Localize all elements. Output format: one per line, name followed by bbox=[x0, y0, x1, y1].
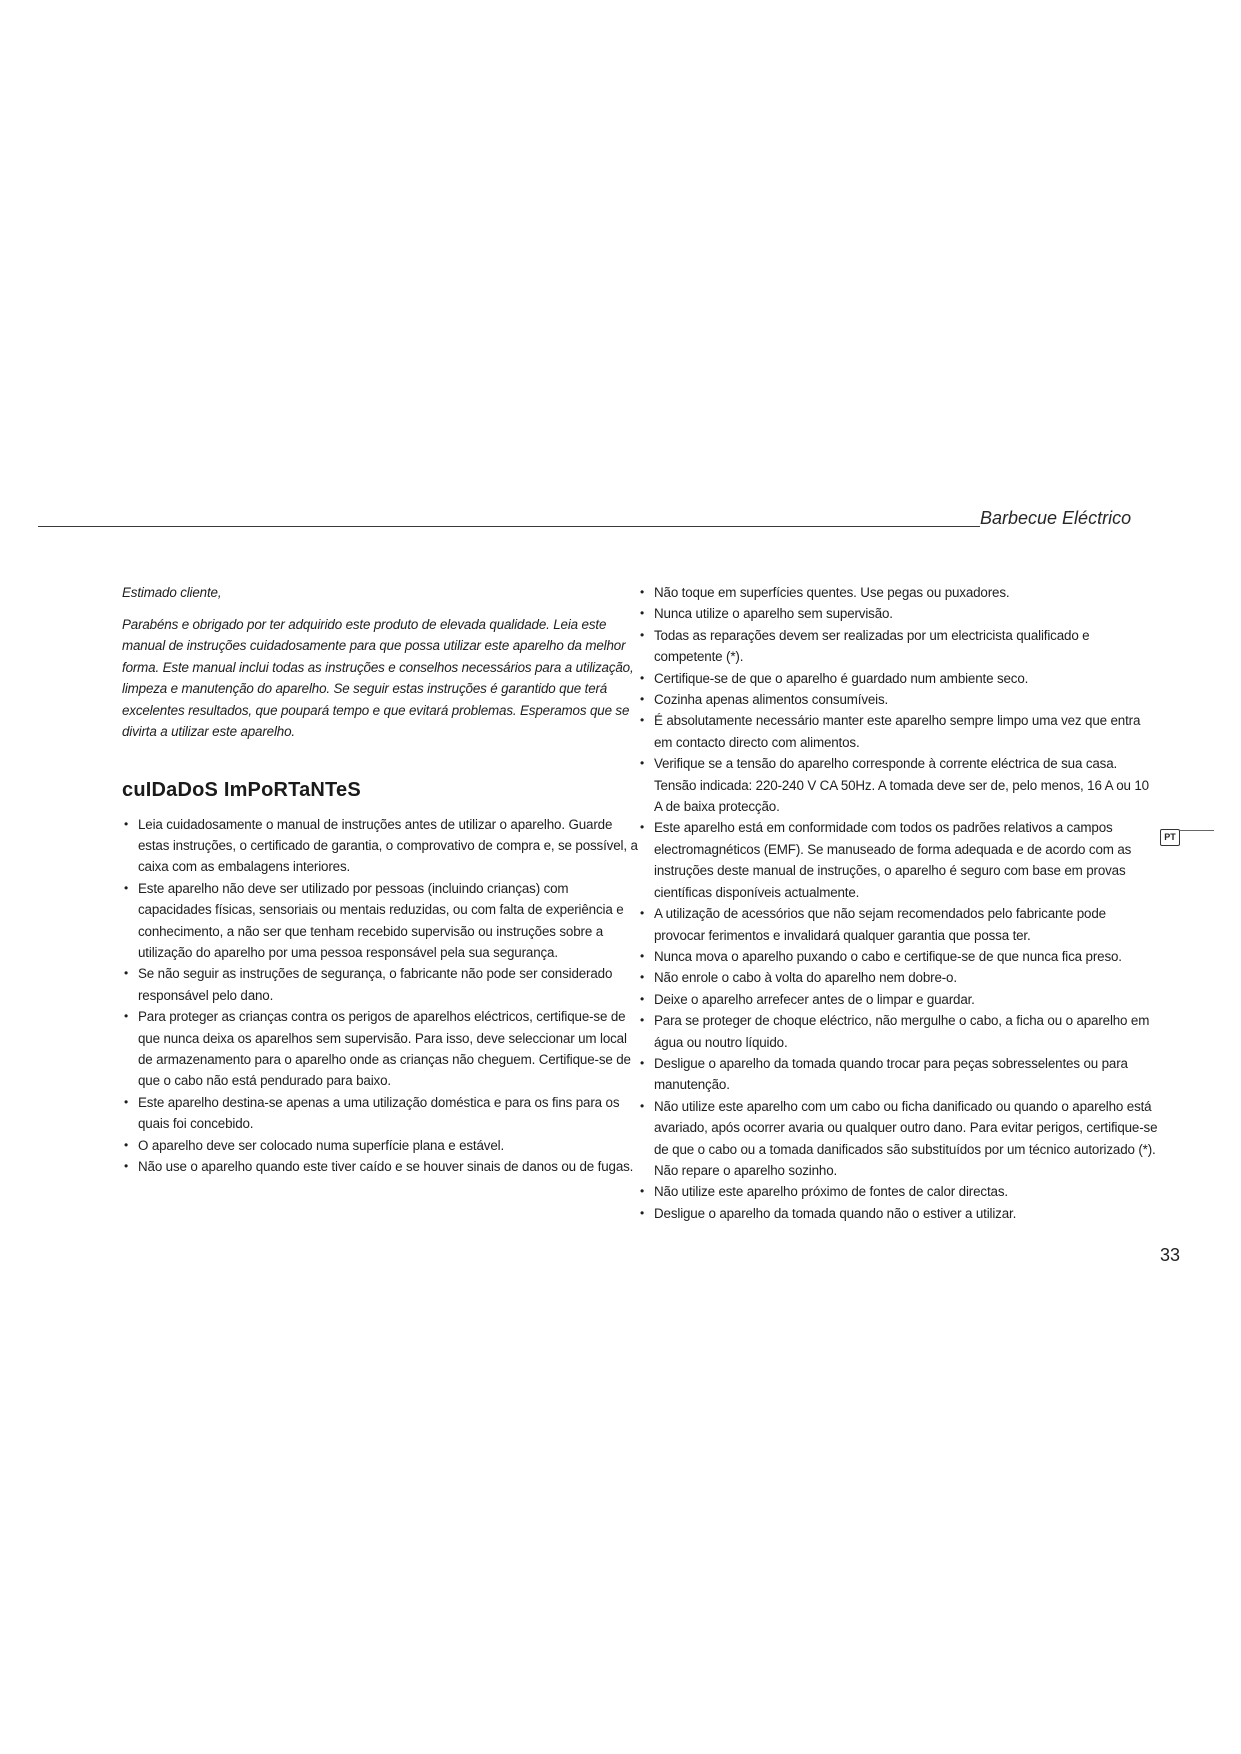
list-item: • Para se proteger de choque eléctrico, não mergulhe o cabo, a ficha ou o aparelho em água ou noutro líquido. bbox=[638, 1010, 1158, 1053]
greeting: Estimado cliente, bbox=[122, 585, 222, 600]
list-item: • Todas as reparações devem ser realizadas por um electricista qualificado e competente (*). bbox=[638, 625, 1158, 668]
header-rule bbox=[38, 526, 980, 527]
safety-list-left bbox=[122, 814, 642, 1178]
list-item: • Este aparelho não deve ser utilizado por pessoas (incluindo crianças) com capacidades físicas, sensoriais ou mentais reduzidas, ou com falta de experiência e conhecimento, a não ser que tenham recebido supervisão ou instruções sobre a utilização do aparelho por uma pessoa responsável pela sua segurança. bbox=[122, 878, 642, 964]
page-number: 33 bbox=[1160, 1245, 1181, 1265]
list-item: • Não enrole o cabo à volta do aparelho nem dobre-o. bbox=[638, 967, 1158, 988]
list-item: • Não utilize este aparelho com um cabo ou ficha danificado ou quando o aparelho está avariado, após ocorrer avaria ou qualquer outro dano. Para evitar perigos, certifique-se de que o cabo ou a tomada danificados são substituídos por um técnico autorizado (*). Não repare o aparelho sozinho. bbox=[638, 1096, 1158, 1182]
list-item: • Nunca utilize o aparelho sem supervisão. bbox=[638, 603, 1158, 624]
list-item: • Este aparelho está em conformidade com todos os padrões relativos a campos electromagnéticos (EMF). Se manuseado de forma adequada e de acordo com as instruções deste manual de instruções, o aparelho é seguro com base em provas científicas disponíveis actualmente. bbox=[638, 817, 1158, 903]
list-item: • Desligue o aparelho da tomada quando trocar para peças sobresselentes ou para manutenção. bbox=[638, 1053, 1158, 1096]
right-column bbox=[638, 582, 1158, 1224]
left-column bbox=[122, 582, 642, 1177]
intro-paragraph: Parabéns e obrigado por ter adquirido este produto de elevada qualidade. Leia este manual de instruções cuidadosamente para que possa utilizar este aparelho da melhor forma. Este manual inclui todas as instruções e conselhos necessários para a utilização, limpeza e manutenção do aparelho. Se seguir estas instruções é garantido que terá excelentes resultados, que poupará tempo e que evitará problemas. Esperamos que se divirta a utilizar este aparelho. bbox=[122, 616, 634, 739]
language-tab: PT bbox=[1160, 829, 1180, 846]
list-item: • Não toque em superfícies quentes. Use pegas ou puxadores. bbox=[638, 582, 1158, 603]
list-item: • Leia cuidadosamente o manual de instruções antes de utilizar o aparelho. Guarde estas instruções, o certificado de garantia, o comprovativo de compra e, se possível, a caixa com as embalagens interiores. bbox=[122, 814, 642, 878]
list-item: • Desligue o aparelho da tomada quando não o estiver a utilizar. bbox=[638, 1203, 1158, 1224]
section-heading: cuIDaDoS ImPoRTaNTeS bbox=[122, 778, 361, 801]
list-item: • Certifique-se de que o aparelho é guardado num ambiente seco. bbox=[638, 668, 1158, 689]
list-item: • Verifique se a tensão do aparelho corresponde à corrente eléctrica de sua casa. Tensão indicada: 220-240 V CA 50Hz. A tomada deve ser de, pelo menos, 16 A ou 10 A de baixa protecção. bbox=[638, 753, 1158, 817]
list-item: • Deixe o aparelho arrefecer antes de o limpar e guardar. bbox=[638, 989, 1158, 1010]
list-item: • Se não seguir as instruções de segurança, o fabricante não pode ser considerado responsável pelo dano. bbox=[122, 963, 642, 1006]
list-item: • Cozinha apenas alimentos consumíveis. bbox=[638, 689, 1158, 710]
list-item: • A utilização de acessórios que não sejam recomendados pelo fabricante pode provocar ferimentos e invalidará qualquer garantia que possa ter. bbox=[638, 903, 1158, 946]
list-item: • O aparelho deve ser colocado numa superfície plana e estável. bbox=[122, 1135, 642, 1156]
list-item: • Não use o aparelho quando este tiver caído e se houver sinais de danos ou de fugas. bbox=[122, 1156, 642, 1177]
safety-list-right bbox=[638, 582, 1158, 1224]
list-item: • Este aparelho destina-se apenas a uma utilização doméstica e para os fins para os quais foi concebido. bbox=[122, 1092, 642, 1135]
language-tab-rule bbox=[1180, 830, 1214, 831]
list-item: • É absolutamente necessário manter este aparelho sempre limpo uma vez que entra em contacto directo com alimentos. bbox=[638, 710, 1158, 753]
list-item: • Não utilize este aparelho próximo de fontes de calor directas. bbox=[638, 1181, 1158, 1202]
document-title: Barbecue Eléctrico bbox=[980, 508, 1132, 528]
list-item: • Para proteger as crianças contra os perigos de aparelhos eléctricos, certifique-se de que nunca deixa os aparelhos sem supervisão. Para isso, deve seleccionar um local de armazenamento para o aparelho onde as crianças não cheguem. Certifique-se de que o cabo não está pendurado para baixo. bbox=[122, 1006, 642, 1092]
list-item: • Nunca mova o aparelho puxando o cabo e certifique-se de que nunca fica preso. bbox=[638, 946, 1158, 967]
